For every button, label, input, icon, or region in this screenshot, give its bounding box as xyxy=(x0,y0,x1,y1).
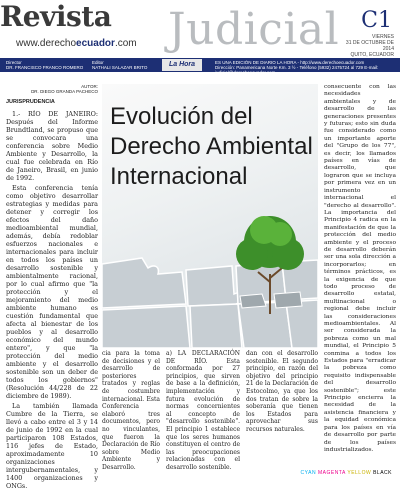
lower-column-1: cia para la toma de decisiones y el desarrollo de posteriores tratados y reglas de costumbre internacional. Esta Conferencia elaboró tres documentos, pero no vinculantes, que fueron la Declaración de Río sobre Medio Ambiente y Desarrollo. xyxy=(102,350,160,471)
green-tree-icon xyxy=(222,204,318,316)
article-paragraph: Esta conferencia tenía como objetivo desarrollar estrategias y medidas para detener y corregir los efectos del daño medioambiental mundial, además, debía redoblar esfuerzos nacionales e internacionales para incluir en todos los países un desarrollo sostenible y ambientalmente racional, por lo cual afirmo que "la protección y el mejoramiento del medio ambiente humano es cuestión fundamental que afecta al bienestar de los pueblos y al desarrollo económico del mundo entero", y que "la protección del medio ambiente y el desarrollo sostenible son un deber de todos los gobiernos" (Resolución 44/228 de 22 diciembre de 1989). xyxy=(6,184,98,400)
color-registration-strip: CYAN MAGENTA YELLOW BLACK xyxy=(300,470,392,476)
lower-column-2: a) LA DECLARACIÓN DE RÍO. Esta conformada por 27 principios, que sirven de base a la definición, implementación y futura evolución de normas concernientes al concepto de "desarrollo sostenible". El principio 1 establece que los seres humanos constituyen el centro de las preocupaciones relacionadas con el desarrollo sostenible. xyxy=(166,350,240,471)
article-paragraph: La también llamada Cumbre de la Tierra, se llevó a cabo entre el 3 y 14 de junio de 1992 en la cual participaron 108 Estados, 116 jefes de Estado, aproximadamente 10 organizaciones intergubernamentales, y 1400 organizaciones y ONGs. xyxy=(6,402,98,490)
headline-panel xyxy=(102,84,318,348)
article-paragraph: 1.- RÍO DE JANEIRO: Después del Informe Brundtland, se propuso que se convocara una conferencia sobre Medio Ambiente y Desarrollo, la cual fue celebrada en Río de Janeiro, Brasil, en junio de 1992. xyxy=(6,110,98,182)
jurisdiction-label: JURISPRUDENCIA xyxy=(6,99,55,105)
byline: AUTOR: DR. DIEGO GRANDA PACHECO xyxy=(31,84,98,94)
masthead xyxy=(0,0,400,75)
brand-title: Revista xyxy=(0,0,112,33)
lower-column-3: dan con el desarrollo sostenible. El segundo principio, en razón del objetivo del principio 21 de la Declaración de Estocolmo, ya que los dos tratan de sobre la soberanía que tienen los Estados para aprovechar sus recursos naturales. xyxy=(246,350,318,433)
right-column: consecuente con las necesidades ambientales y de desarrollo de las generaciones presentes y futuras; esto sin duda fue considerado como un importante aporte del "Grupo de los 77", es decir, los llamados países en vías de desarrollo, que lograron que se incluya por primera vez en un instrumento internacional el "derecho al desarrollo". La importancia del Principio 4 radica en la manifestación de que la protección del medio ambiente y el proceso de desarrollo deberán ser una sola dirección a incorporarlos; en términos prácticos, es la exigencia de que todo proceso de desarrollo estatal, multinacional o regional debe incluir las consideraciones medioambientales. Al ser considerada la pobreza como un mal mundial, el Principio 5 conmina a todos los Estados para "erradicar la pobreza como requisito indispensable del desarrollo sostenible"; este Principio encierra la necesidad de la asistencia financiera y la equidad económica para los países en vía de desarrollo por parte de los países industrializados. xyxy=(324,84,396,453)
contact-info: ES UNA EDICIÓN DE DIARIO LA HORA - http://www.derechoecuador.com Dirección: Panamericana Norte Km. 3 ½ - Teléfono (5932) 2475724 al 729 E-mail: judicial@derechoecuador.com xyxy=(215,60,379,75)
la-hora-logo: La Hora xyxy=(162,59,202,71)
article-headline: Evolución del Derecho Ambiental Internacional xyxy=(110,103,313,190)
site-url[interactable]: www.derechoecuador.com xyxy=(16,38,137,49)
section-page-number: C1 xyxy=(361,8,392,33)
brand-subtitle: Judicial xyxy=(168,4,340,55)
left-column xyxy=(6,84,98,492)
info-bar xyxy=(0,58,400,75)
editor-info: Editor NATHALI SALAZAR BRITO xyxy=(92,60,148,70)
director-info: Director DR. FRANCISCO FRANCO ROMERO xyxy=(6,60,84,70)
issue-date: VIERNES 31 DE OCTUBRE DE 2014 QUITO, ECUADOR xyxy=(345,34,394,58)
